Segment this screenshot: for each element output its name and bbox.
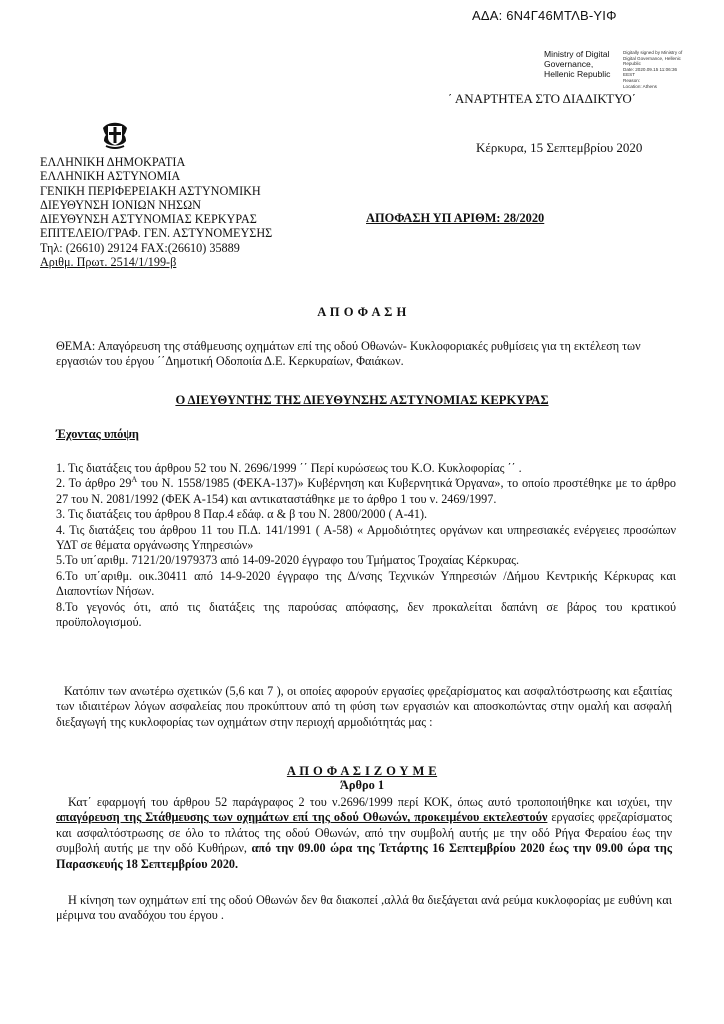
article-dates: από την 09.00 ώρα της Τετάρτης 16 Σεπτεμβρίου 2020 έως την 09.00 ώρα της Παρασκευής 18 Σεπτεμβρίου 2020. <box>56 841 672 871</box>
signature-org-line: Ministry of Digital <box>544 49 610 59</box>
issuer-block <box>40 155 272 269</box>
issuer-line: ΓΕΝΙΚΗ ΠΕΡΙΦΕΡΕΙΑΚΗ ΑΣΤΥΝΟΜΙΚΗ <box>40 183 261 198</box>
signature-detail-line: Republic <box>623 61 641 67</box>
article-text: εργασίες φρεζαρίσματος και ασφαλτόστρωσης σε όλο το πλάτος της οδού Οθωνών, από την συμβολή αυτής με την οδό Ρήγα Φεραίου έως την συμβολή αυτής με την οδό Κυθήρων, <box>56 810 672 856</box>
signature-org-line: Governance, <box>544 58 594 69</box>
protocol-number: Αριθμ. Πρωτ. 2514/1/199-β <box>40 255 177 270</box>
traffic-paragraph: Η κίνηση των οχημάτων επί της οδού Οθωνών δεν θα διακοπεί ,αλλά θα διεξάγεται ανά ρεύμα κυκλοφορίας με ευθύνη και μέριμνα του αναδόχου του έργου . <box>56 893 672 923</box>
signature-org-line: Hellenic Republic <box>544 68 611 79</box>
director-heading: Ο ΔΙΕΥΘΥΝΤΗΣ ΤΗΣ ΔΙΕΥΘΥΝΣΗΣ ΑΣΤΥΝΟΜΙΑΣ ΚΕΡΚΥΡΑΣ <box>175 393 549 407</box>
item2-prefix: 2. Το άρθρο 29 <box>56 476 132 491</box>
issuer-line: Τηλ: (26610) 29124 FAX:(26610) 35889 <box>40 240 240 255</box>
issuer-line: ΕΛΛΗΝΙΚΗ ΔΗΜΟΚΡΑΤΙΑ <box>40 155 186 169</box>
signature-detail-line: EEST <box>623 72 635 78</box>
signature-detail-line: Digital Governance, Hellenic <box>623 55 681 61</box>
decision-number: ΑΠΟΦΑΣΗ ΥΠ ΑΡΙΘΜ: 28/2020 <box>366 211 545 225</box>
issuer-line: ΔΙΕΥΘΥΝΣΗ ΙΟΝΙΩΝ ΝΗΣΩΝ <box>40 197 201 212</box>
article-body <box>56 795 672 872</box>
signature-detail-line: Reason: <box>623 77 641 83</box>
reasoning-paragraph: Κατόπιν των ανωτέρω σχετικών (5,6 και 7 ), οι οποίες αφορούν εργασίες φρεζαρίσματος και ασφαλτόστρωσης και εξαιτίας των ιδιαιτέρων λόγων ασφαλείας που προκύπτουν από τη φύση των εργασιών και αποσκοπώντας στην ομαλή και ασφαλή διεξαγωγή της κυκλοφορίας των οχημάτων στην περιοχή αρμοδιότητάς μας : <box>56 684 672 729</box>
signature-detail-line: Date: 2020.09.15 11:06:36 <box>623 66 678 72</box>
item2-text: του Ν. 1558/1985 (ΦΕΚΑ-137)» Κυβέρνηση και Κυβερνητικά Όργανα», το οποίο προστέθηκε με το άρθρο 27 του Ν. 2081/1992 (ΦΕΚ Α-154) και αντικαταστάθηκε με το άρθρο 1 του ν. 2469/1997. <box>56 476 677 506</box>
list-item: 4. Τις διατάξεις του άρθρου 11 του Π.Δ. 141/1991 ( Α-58) « Αρμοδιότητες οργάνων και υπηρεσιακές ενέργειες προσώπων ΥΔΤ σε θέματα οργάνωσης Υπηρεσιών» <box>56 522 676 553</box>
issuer-line: ΔΙΕΥΘΥΝΣΗ ΑΣΤΥΝΟΜΙΑΣ ΚΕΡΚΥΡΑΣ <box>40 212 257 227</box>
list-item: 3. Τις διατάξεις του άρθρου 8 Παρ.4 εδάφ. α & β του Ν. 2800/2000 ( Α-41). <box>56 507 428 522</box>
signature-detail-line: Location: Athens <box>623 83 657 89</box>
considerations-list <box>56 461 676 630</box>
list-item: 6.Το υπ΄αριθμ. οικ.30411 από 14-9-2020 έγγραφο της Δ/νσης Τεχνικών Υπηρεσιών /Δήμου Κεντρικής Κέρκυρας και Διαποντίων Νήσων. <box>56 568 676 599</box>
signature-org <box>544 50 610 79</box>
document-title: Α Π Ο Φ Α Σ Η <box>317 305 407 319</box>
item2-superscript: Α <box>131 475 138 485</box>
list-item <box>56 476 676 507</box>
list-item: 5.Το υπ΄αριθμ. 7121/20/1979373 από 14-09-2020 έγγραφο του Τμήματος Τροχαίας Κέρκυρας. <box>56 553 520 568</box>
place-date: Κέρκυρα, 15 Σεπτεμβρίου 2020 <box>476 140 643 155</box>
coat-of-arms-icon <box>100 119 130 151</box>
article-text: Κατ΄ εφαρμογή του άρθρου 52 παράγραφος 2 του ν.2696/1999 περί ΚΟΚ, όπως αυτό τροποποιήθηκε και ισχύει, την <box>68 795 672 809</box>
posting-note: ΄ ΑΝΑΡΤΗΤΕΑ ΣΤΟ ΔΙΑΔΙΚΤΥΟ΄ <box>448 91 637 106</box>
issuer-line: ΕΛΛΗΝΙΚΗ ΑΣΤΥΝΟΜΙΑ <box>40 169 181 184</box>
decision-heading: Α Π Ο Φ Α Σ Ι Ζ Ο Υ Μ Ε <box>286 764 438 778</box>
list-item: 1. Τις διατάξεις του άρθρου 52 του Ν. 2696/1999 ΄΄ Περί κυρώσεως του Κ.Ο. Κυκλοφορίας ΄΄ . <box>56 461 522 475</box>
signature-details <box>623 50 682 89</box>
article-emphasis: απαγόρευση της Στάθμευσης των οχημάτων επί της οδού Οθωνών, προκειμένου εκτελεστούν <box>56 810 548 825</box>
ada-code: ΑΔΑ: 6Ν4Γ46ΜΤΛΒ-ΥΙΦ <box>472 8 617 23</box>
considering-heading: Έχοντας υπόψη <box>56 427 139 441</box>
issuer-line: ΕΠΙΤΕΛΕΙΟ/ΓΡΑΦ. ΓΕΝ. ΑΣΤΥΝΟΜΕΥΣΗΣ <box>40 226 273 241</box>
article-heading: Άρθρο 1 <box>339 778 385 792</box>
signature-detail-line: Digitally signed by Ministry of <box>623 50 683 55</box>
list-item: 8.Το γεγονός ότι, από τις διατάξεις της παρούσας απόφασης, δεν προκαλείται δαπάνη σε βάρος του κρατικού προϋπολογισμού. <box>56 599 676 630</box>
subject: ΘΕΜΑ: Απαγόρευση της στάθμευσης οχημάτων επί της οδού Οθωνών- Κυκλοφοριακές ρυθμίσεις για τη εκτέλεση των εργασιών του έργου ΄΄Δημοτική Οδοποιία Δ.Ε. Κερκυραίων, Φαιάκων. <box>56 339 641 369</box>
